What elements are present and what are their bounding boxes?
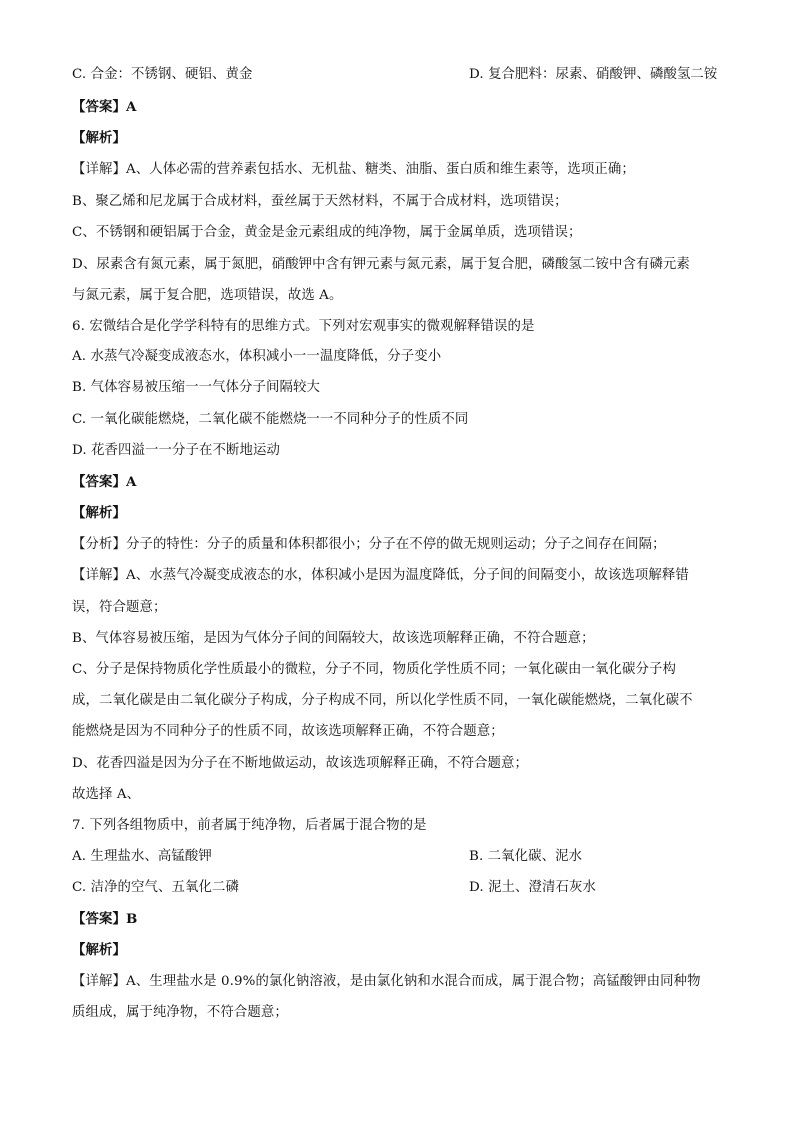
text-line: 质组成，属于纯净物，不符合题意； xyxy=(72,1005,288,1020)
option-c: C. 一氧化碳能燃烧，二氧化碳不能燃烧一一不同种分子的性质不同 xyxy=(72,412,469,427)
text-line: C、分子是保持物质化学性质最小的微粒，分子不同，物质化学性质不同；一氧化碳由一氧化碳分子构 xyxy=(72,662,676,677)
text-line: 与氮元素，属于复合肥，选项错误，故选 A。 xyxy=(72,288,343,303)
text-line xyxy=(72,847,722,867)
answer-label: 【答案】B xyxy=(72,911,138,927)
text-line: C. 合金：不锈钢、硬铝、黄金 D. 复合肥料：尿素、硝酸钾、磷酸氢二铵 xyxy=(72,65,722,85)
text-line: D、花香四溢是因为分子在不断地做运动，故该选项解释正确，不符合题意； xyxy=(72,756,529,771)
option-b: B. 二氧化碳、泥水 xyxy=(469,849,583,864)
text-line: 【分析】分子的特性：分子的质量和体积都很小；分子在不停的做无规则运动；分子之间存在间隔； xyxy=(72,537,666,552)
question-stem: 7. 下列各组物质中，前者属于纯净物，后者属于混合物的是 xyxy=(72,818,427,833)
text-line: B、气体容易被压缩，是因为气体分子间的间隔较大，故该选项解释正确，不符合题意； xyxy=(72,631,595,646)
analysis-label: 【解析】 xyxy=(72,942,126,958)
text-line: 故选择 A、 xyxy=(72,787,141,802)
option-d: D. 花香四溢一一分子在不断地运动 xyxy=(72,443,280,458)
text-line: 【详解】A、水蒸气冷凝变成液态的水，体积减小是因为温度降低，分子间的间隔变小，故该选项解释错 xyxy=(72,568,689,583)
answer-label: 【答案】A xyxy=(72,474,137,490)
text-line: 【详解】A、人体必需的营养素包括水、无机盐、糖类、油脂、蛋白质和维生素等，选项正确； xyxy=(72,162,635,177)
question-stem: 6. 宏微结合是化学学科特有的思维方式。下列对宏观事实的微观解释错误的是 xyxy=(72,319,535,334)
text-line: D、尿素含有氮元素，属于氮肥，硝酸钾中含有钾元素与氮元素，属于复合肥，磷酸氢二铵中含有磷元素 xyxy=(72,257,690,272)
text-line: B、聚乙烯和尼龙属于合成材料，蚕丝属于天然材料，不属于合成材料，选项错误； xyxy=(72,194,568,209)
text-line: 【详解】A、生理盐水是 0.9%的氯化钠溶液，是由氯化钠和水混合而成，属于混合物；高锰酸钾由同种物 xyxy=(72,974,701,989)
text-line xyxy=(72,878,722,898)
option-d: D. 泥土、澄清石灰水 xyxy=(469,880,596,895)
text-line: 能燃烧是因为不同种分子的性质不同，故该选项解释正确，不符合题意； xyxy=(72,724,504,739)
text-line: 误，符合题意； xyxy=(72,600,167,615)
answer-label: 【答案】A xyxy=(72,99,137,115)
text-line: 成，二氧化碳是由二氧化碳分子构成，分子构成不同，所以化学性质不同，一氧化碳能燃烧，二氧化碳不 xyxy=(72,693,693,708)
analysis-label: 【解析】 xyxy=(72,130,126,146)
option-a: A. 生理盐水、高锰酸钾 xyxy=(72,849,212,864)
option-c: C. 洁净的空气、五氧化二磷 xyxy=(72,880,239,895)
analysis-label: 【解析】 xyxy=(72,505,126,521)
text-line: C、不锈钢和硬铝属于合金，黄金是金元素组成的纯净物，属于金属单质，选项错误； xyxy=(72,225,582,240)
option-a: A. 水蒸气冷凝变成液态水，体积减小一一温度降低，分子变小 xyxy=(72,349,442,364)
option-b: B. 气体容易被压缩一一气体分子间隔较大 xyxy=(72,380,320,395)
option-d: D. 复合肥料：尿素、硝酸钾、磷酸氢二铵 xyxy=(469,67,718,82)
